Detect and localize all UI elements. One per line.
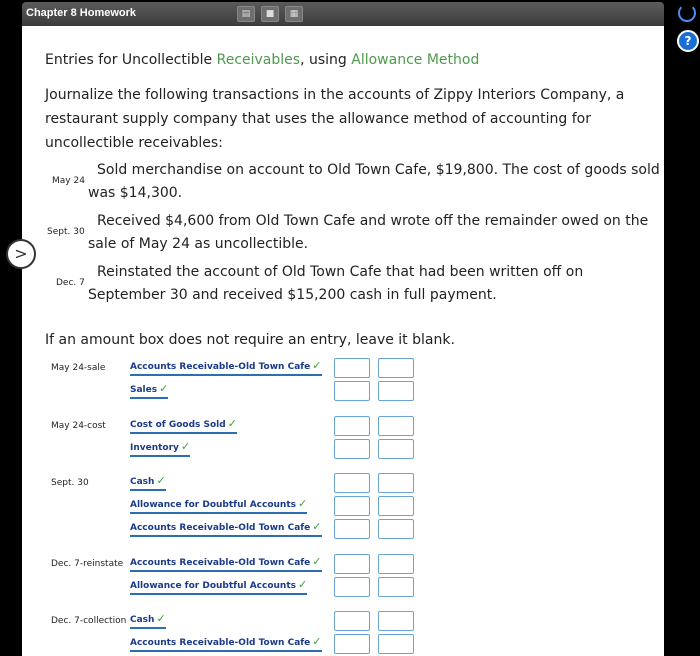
credit-input[interactable] bbox=[378, 634, 414, 654]
account-select[interactable]: Sales ✓ bbox=[130, 382, 168, 399]
credit-input[interactable] bbox=[378, 473, 414, 493]
debit-input[interactable] bbox=[334, 611, 370, 631]
entry-date-label: Sept. 30 bbox=[51, 478, 89, 488]
receivables-link[interactable]: Receivables bbox=[216, 52, 301, 68]
check-icon: ✓ bbox=[227, 417, 237, 430]
credit-input[interactable] bbox=[378, 381, 414, 401]
entry-date-label: Dec. 7-reinstate bbox=[51, 559, 124, 569]
check-icon: ✓ bbox=[312, 520, 322, 533]
debit-input[interactable] bbox=[334, 473, 370, 493]
page-title: Chapter 8 Homework bbox=[26, 7, 137, 19]
account-select[interactable]: Accounts Receivable-Old Town Cafe ✓ bbox=[130, 635, 322, 652]
help-icon[interactable]: ? bbox=[677, 30, 699, 52]
debit-input[interactable] bbox=[334, 358, 370, 378]
account-select[interactable]: Cash ✓ bbox=[130, 474, 166, 491]
credit-input[interactable] bbox=[378, 611, 414, 631]
check-icon: ✓ bbox=[312, 635, 322, 648]
chevron-right-icon[interactable]: > bbox=[6, 239, 36, 269]
transaction-text-line1: Received $4,600 from Old Town Cafe and wrote off the remainder owed on the bbox=[97, 213, 649, 229]
debit-input[interactable] bbox=[334, 519, 370, 539]
transaction-date: May 24 bbox=[52, 176, 85, 186]
problem-intro: Journalize the following transactions in the accounts of Zippy Interiors Company, a restaurant supply company that uses the allowance method of accounting for uncollectible receivables: bbox=[45, 87, 625, 151]
entry-date-label: May 24-sale bbox=[51, 363, 106, 373]
check-icon: ✓ bbox=[159, 382, 169, 395]
debit-input[interactable] bbox=[334, 554, 370, 574]
debit-input[interactable] bbox=[334, 634, 370, 654]
account-select[interactable]: Accounts Receivable-Old Town Cafe ✓ bbox=[130, 520, 322, 537]
print-icon[interactable]: ▤ bbox=[237, 6, 255, 22]
debit-input[interactable] bbox=[334, 416, 370, 436]
credit-input[interactable] bbox=[378, 439, 414, 459]
check-icon: ✓ bbox=[298, 497, 308, 510]
account-select[interactable]: Allowance for Doubtful Accounts ✓ bbox=[130, 578, 307, 595]
credit-input[interactable] bbox=[378, 577, 414, 597]
problem-title bbox=[45, 52, 479, 68]
debit-input[interactable] bbox=[334, 439, 370, 459]
transaction-date: Sept. 30 bbox=[47, 227, 85, 237]
title-mid: , using bbox=[300, 52, 352, 68]
document-icon[interactable]: ▦ bbox=[285, 6, 303, 22]
account-select[interactable]: Inventory ✓ bbox=[130, 440, 190, 457]
debit-input[interactable] bbox=[334, 577, 370, 597]
check-icon: ✓ bbox=[180, 440, 191, 453]
account-select[interactable]: Allowance for Doubtful Accounts ✓ bbox=[130, 497, 307, 514]
debit-input[interactable] bbox=[334, 381, 370, 401]
toolbar bbox=[237, 6, 303, 22]
transaction-text-line2: sale of May 24 as uncollectible. bbox=[88, 236, 309, 252]
check-icon: ✓ bbox=[156, 474, 166, 487]
account-select[interactable]: Cost of Goods Sold ✓ bbox=[130, 417, 237, 434]
transaction-date: Dec. 7 bbox=[56, 278, 85, 288]
account-select[interactable]: Accounts Receivable-Old Town Cafe ✓ bbox=[130, 555, 322, 572]
right-rail bbox=[664, 0, 700, 656]
check-icon: ✓ bbox=[298, 578, 308, 591]
instruction-text: If an amount box does not require an entry, leave it blank. bbox=[45, 332, 455, 348]
entry-date-label: Dec. 7-collection bbox=[51, 616, 127, 626]
video-icon[interactable]: ■ bbox=[261, 6, 279, 22]
window-header bbox=[22, 2, 664, 26]
credit-input[interactable] bbox=[378, 554, 414, 574]
credit-input[interactable] bbox=[378, 496, 414, 516]
credit-input[interactable] bbox=[378, 358, 414, 378]
transaction-text-line2: September 30 and received $15,200 cash in full payment. bbox=[88, 287, 497, 303]
entry-date-label: May 24-cost bbox=[51, 421, 106, 431]
left-rail bbox=[0, 0, 22, 656]
check-icon: ✓ bbox=[312, 359, 322, 372]
loading-icon bbox=[678, 4, 696, 22]
transaction-text-line1: Sold merchandise on account to Old Town Cafe, $19,800. The cost of goods sold bbox=[97, 162, 660, 178]
transaction-text-line2: was $14,300. bbox=[88, 185, 183, 201]
allowance-method-link[interactable]: Allowance Method bbox=[351, 52, 480, 68]
check-icon: ✓ bbox=[156, 612, 166, 625]
debit-input[interactable] bbox=[334, 496, 370, 516]
transaction-text-line1: Reinstated the account of Old Town Cafe that had been written off on bbox=[97, 264, 584, 280]
credit-input[interactable] bbox=[378, 519, 414, 539]
title-prefix: Entries for Uncollectible bbox=[45, 52, 217, 68]
check-icon: ✓ bbox=[312, 555, 322, 568]
account-select[interactable]: Accounts Receivable-Old Town Cafe ✓ bbox=[130, 359, 322, 376]
account-select[interactable]: Cash ✓ bbox=[130, 612, 166, 629]
credit-input[interactable] bbox=[378, 416, 414, 436]
